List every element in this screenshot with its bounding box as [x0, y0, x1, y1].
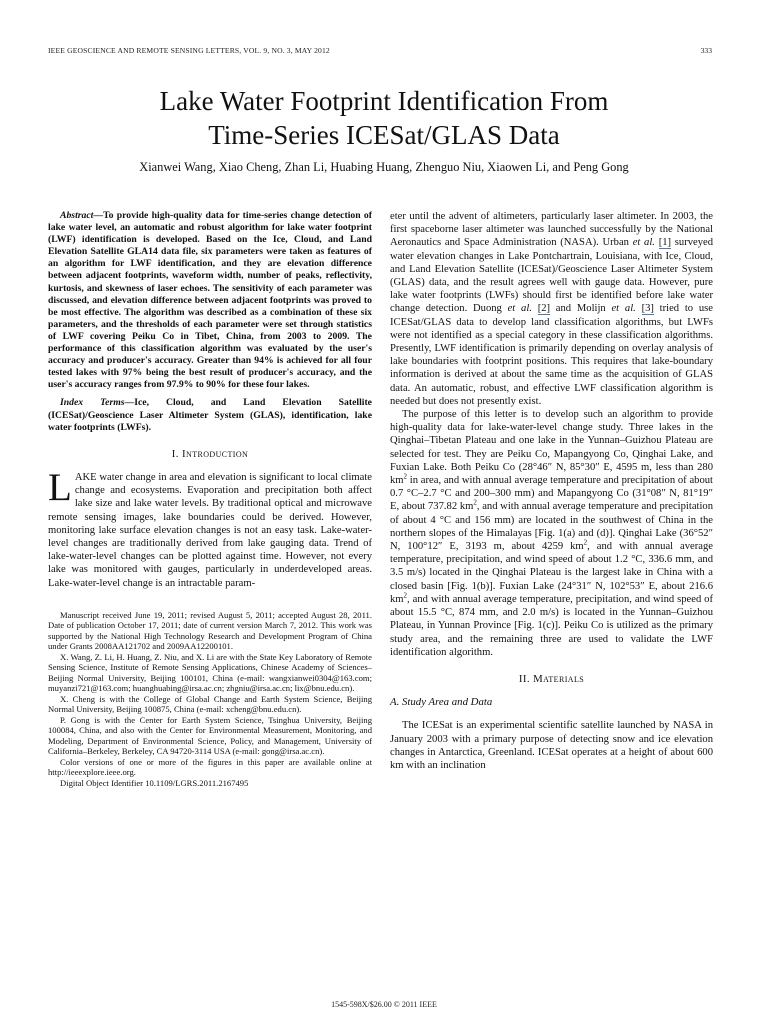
paper-title	[0, 84, 768, 152]
abstract-text: —To provide high-quality data for time-series change detection of lake water level, an automatic and robust algorithm for lake water footprint (LWF) identification is developed. Based on the Ice, Cloud, and Land Elevation Satellite GLA14 data file, six parameters were taken as features of an algorithm for LWF identification, and they are elevation difference between adjacent footprints, waveform width, number of peaks, reflectivity, kurtosis, and skewness of laser echoes. The sensitivity of each parameter was discussed, and elevation difference between adjacent footprints was proved to be most effective. The algorithm was described as a combination of these six parameters, and the thresholds of each parameter were set through statistics of LWF covering Peiku Co in Tibet, China, from 2003 to 2009. The performance of this classification algorithm was evaluated by the user's accuracy and producer's accuracy. Greater than 94% is achieved for all four tested lakes with 97% being the best result of producer's accuracy, and the user's accuracy ranges from 97.9% to 90% for these four lakes.	[48, 210, 372, 391]
purpose-text-c: , and with annual average temperature and precipitation of about 4 °C and 156 mm) are located in the southwest of China in the northern slopes of the Himalayas [Fig. 1(a) and (d)]. Qinghai Lake (36°52″ N, 100°12″ E, 3193 m, about 4259 km	[390, 501, 713, 553]
left-column	[48, 210, 372, 788]
index-terms-text: —Ice, Cloud, and Land Elevation Satellite (ICESat)/Geoscience Laser Altimeter System (GLAS), identification, lake water footprints (LWFs).	[48, 397, 372, 433]
intro-continued-text-b: surveyed water elevation changes in Lake Pontchartrain, Louisiana, with Ice, Cloud, and Land Elevation Satellite (ICESat)/Geoscience Laser Altimeter System (GLAS) data, and the result agrees well with gauge data. However, pure lake water footprints (LWFs) should first be identified before lake water change detection. Duong	[390, 237, 714, 315]
copyright-footer: 1545-598X/$26.00 © 2011 IEEE	[331, 1000, 437, 1009]
journal-header: IEEE GEOSCIENCE AND REMOTE SENSING LETTERS, VOL. 9, NO. 3, MAY 2012	[48, 46, 330, 55]
et-al-3: et al.	[611, 303, 636, 315]
page-number: 333	[700, 46, 712, 55]
purpose-paragraph	[390, 408, 713, 659]
intro-paragraph	[48, 465, 372, 590]
section-numeral: II.	[518, 672, 530, 685]
footnote-color-versions: Color versions of one or more of the figures in this paper are available online at http://ieeexplore.ieee.org.	[48, 756, 372, 778]
materials-paragraph: The ICESat is an experimental scientific satellite launched by NASA in January 2003 with a primary purpose of detecting snow and ice elevation changes in Antarctica, Greenland. ICESat operates at a height of about 600 km with an inclination	[390, 720, 713, 771]
title-line-2: Time-Series ICESat/GLAS Data	[208, 120, 560, 150]
purpose-text-e: , and with annual average temperature, precipitation, and wind speed of about 15.5 °C, 874 mm, and 2.0 m/s) is located in the Yunnan–Guizhou Plateau, in Yunnan Province [Fig. 1(c)]. Peiku Co is utilized as the primary study area, and the remaining three are used to validate the LWF identification algorithm.	[390, 593, 713, 658]
author-list: Xianwei Wang, Xiao Cheng, Zhan Li, Huabing Huang, Zhenguo Niu, Xiaowen Li, and Peng Gong	[139, 160, 629, 174]
intro-continued-text-d: tried to use ICESat/GLAS data to develop land classification algorithms, but LWFs were not identified as a special category in these classification algorithms. Presently, LWF identification is primarily depending on overlay analysis of lake boundaries with footprint positions. This requires that lake-boundary information is derived at about the same time as the acquisition of GLAS data. An automatic, robust, and effective LWF classification algorithm is needed but does not presently exist.	[390, 303, 713, 407]
footnote-doi: Digital Object Identifier 10.1109/LGRS.2011.2167495	[60, 777, 249, 788]
intro-continued-text-a: eter until the advent of altimeters, particularly laser altimeter. In 2003, the first spaceborne laser altimeter was launched successfully by the National Aeronautics and Space Administration (NASA). Urban	[390, 211, 713, 249]
abstract	[48, 210, 372, 391]
reference-link-3[interactable]: [3]	[641, 303, 654, 315]
et-al-1: et al.	[632, 237, 655, 249]
right-column	[390, 210, 713, 772]
superscript: 2	[403, 591, 408, 600]
subsection-heading: A. Study Area and Data	[390, 696, 493, 709]
intro-continued-paragraph	[390, 210, 713, 408]
section-heading-introduction	[48, 448, 372, 461]
purpose-text-a: The purpose of this letter is to develop such an algorithm to provide high-quality data for lake-water-level change study. Three lakes in the Qinghai–Tibetan Plateau and one lake in the Yunnan–Guizhou Plateau are selected for test. They are Peiku Co, Mapangyong Co, Qinghai Lake, and Fuxian Lake. Both Peiku Co (28°46″ N, 85°30″ E, 4595 m, less than 280 km	[390, 409, 713, 487]
reference-link-2[interactable]: [2]	[537, 303, 551, 315]
section-title: Introduction	[182, 447, 249, 460]
superscript: 2	[403, 472, 408, 481]
superscript: 2	[583, 538, 588, 547]
purpose-text-b: in area, and with annual average temperature and precipitation of about 0.7 °C–2.7 °C and 200–300 mm) and Mapangyong Co (31°08″ N, 81°19″ E, about 737.82 km	[390, 475, 713, 513]
superscript: 2	[473, 498, 477, 507]
index-terms	[48, 397, 372, 433]
et-al-2: et al.	[507, 303, 532, 315]
section-title: Materials	[533, 672, 585, 685]
intro-continued-text-c: and Molijn	[550, 303, 612, 315]
drop-cap: L	[48, 465, 72, 509]
section-heading-materials	[390, 673, 713, 686]
footnote-affiliation-1: X. Wang, Z. Li, H. Huang, Z. Niu, and X. Li are with the State Key Laboratory of Remote Sensing Science, Institute of Remote Sensing Applications, Chinese Academy of Sciences–Beijing Normal University, Beijing 100101, China (e-mail: wangxianwei0304@163.com; muyanzi721@163.com; huanghuabing@irsa.ac.cn; zhgniu@irsa.ac.cn; lix@bnu.edu.cn).	[48, 651, 372, 694]
index-terms-lead: Index Terms	[60, 397, 125, 409]
footnote-affiliation-3: P. Gong is with the Center for Earth System Science, Tsinghua University, Beijing 100084, China, and also with the Center for Environmental Measurement, Monitoring, and Modeling, Department of Environmental Science, Policy, and Management, University of California–Berkeley, Berkeley, CA 94720-3114 USA (e-mail: gong@irsa.ac.cn).	[48, 714, 372, 757]
footnotes	[48, 610, 372, 789]
intro-text: AKE water change in area and elevation is significant to local climate change and ecosystems. Evaporation and precipitation both affect lake size and lake water levels. By traditional optical and microwave remote sensing images, lake boundaries could be derived. However, monitoring lake surface elevation changes is not an easy task. Lake-water-level changes are traditionally derived from lake gauging data. Trend of lake-water-level changes can be plotted against time. However, not every lake was monitored with gauges, particularly in underdeveloped areas. Lake-water-level change is an intractable param-	[48, 471, 372, 589]
title-line-1: Lake Water Footprint Identification From	[159, 86, 609, 116]
abstract-lead: Abstract	[60, 210, 94, 221]
footnote-manuscript: Manuscript received June 19, 2011; revised August 5, 2011; accepted August 28, 2011. Date of publication October 17, 2011; date of current version March 7, 2012. This work was supported by the National High Technology Research and Development Program of China under Grants 2008AA121702 and 2009AA12200101.	[48, 609, 372, 652]
purpose-text-d: , and with annual average temperature, precipitation, and wind speed of about 1.2 °C, 336.6 mm, and 3.5 m/s) located in the Qinghai Plateau is the largest lake in China with a closed basin [Fig. 1(b)]. Fuxian Lake (24°31″ N, 102°53″ E, about 216.6 km	[390, 541, 713, 605]
footnote-affiliation-2: X. Cheng is with the College of Global Change and Earth System Science, Beijing Normal University, Beijing 100875, China (e-mail: xcheng@bnu.edu.cn).	[48, 693, 372, 715]
section-numeral: I.	[171, 447, 179, 460]
reference-link-1[interactable]: [1]	[658, 237, 672, 249]
